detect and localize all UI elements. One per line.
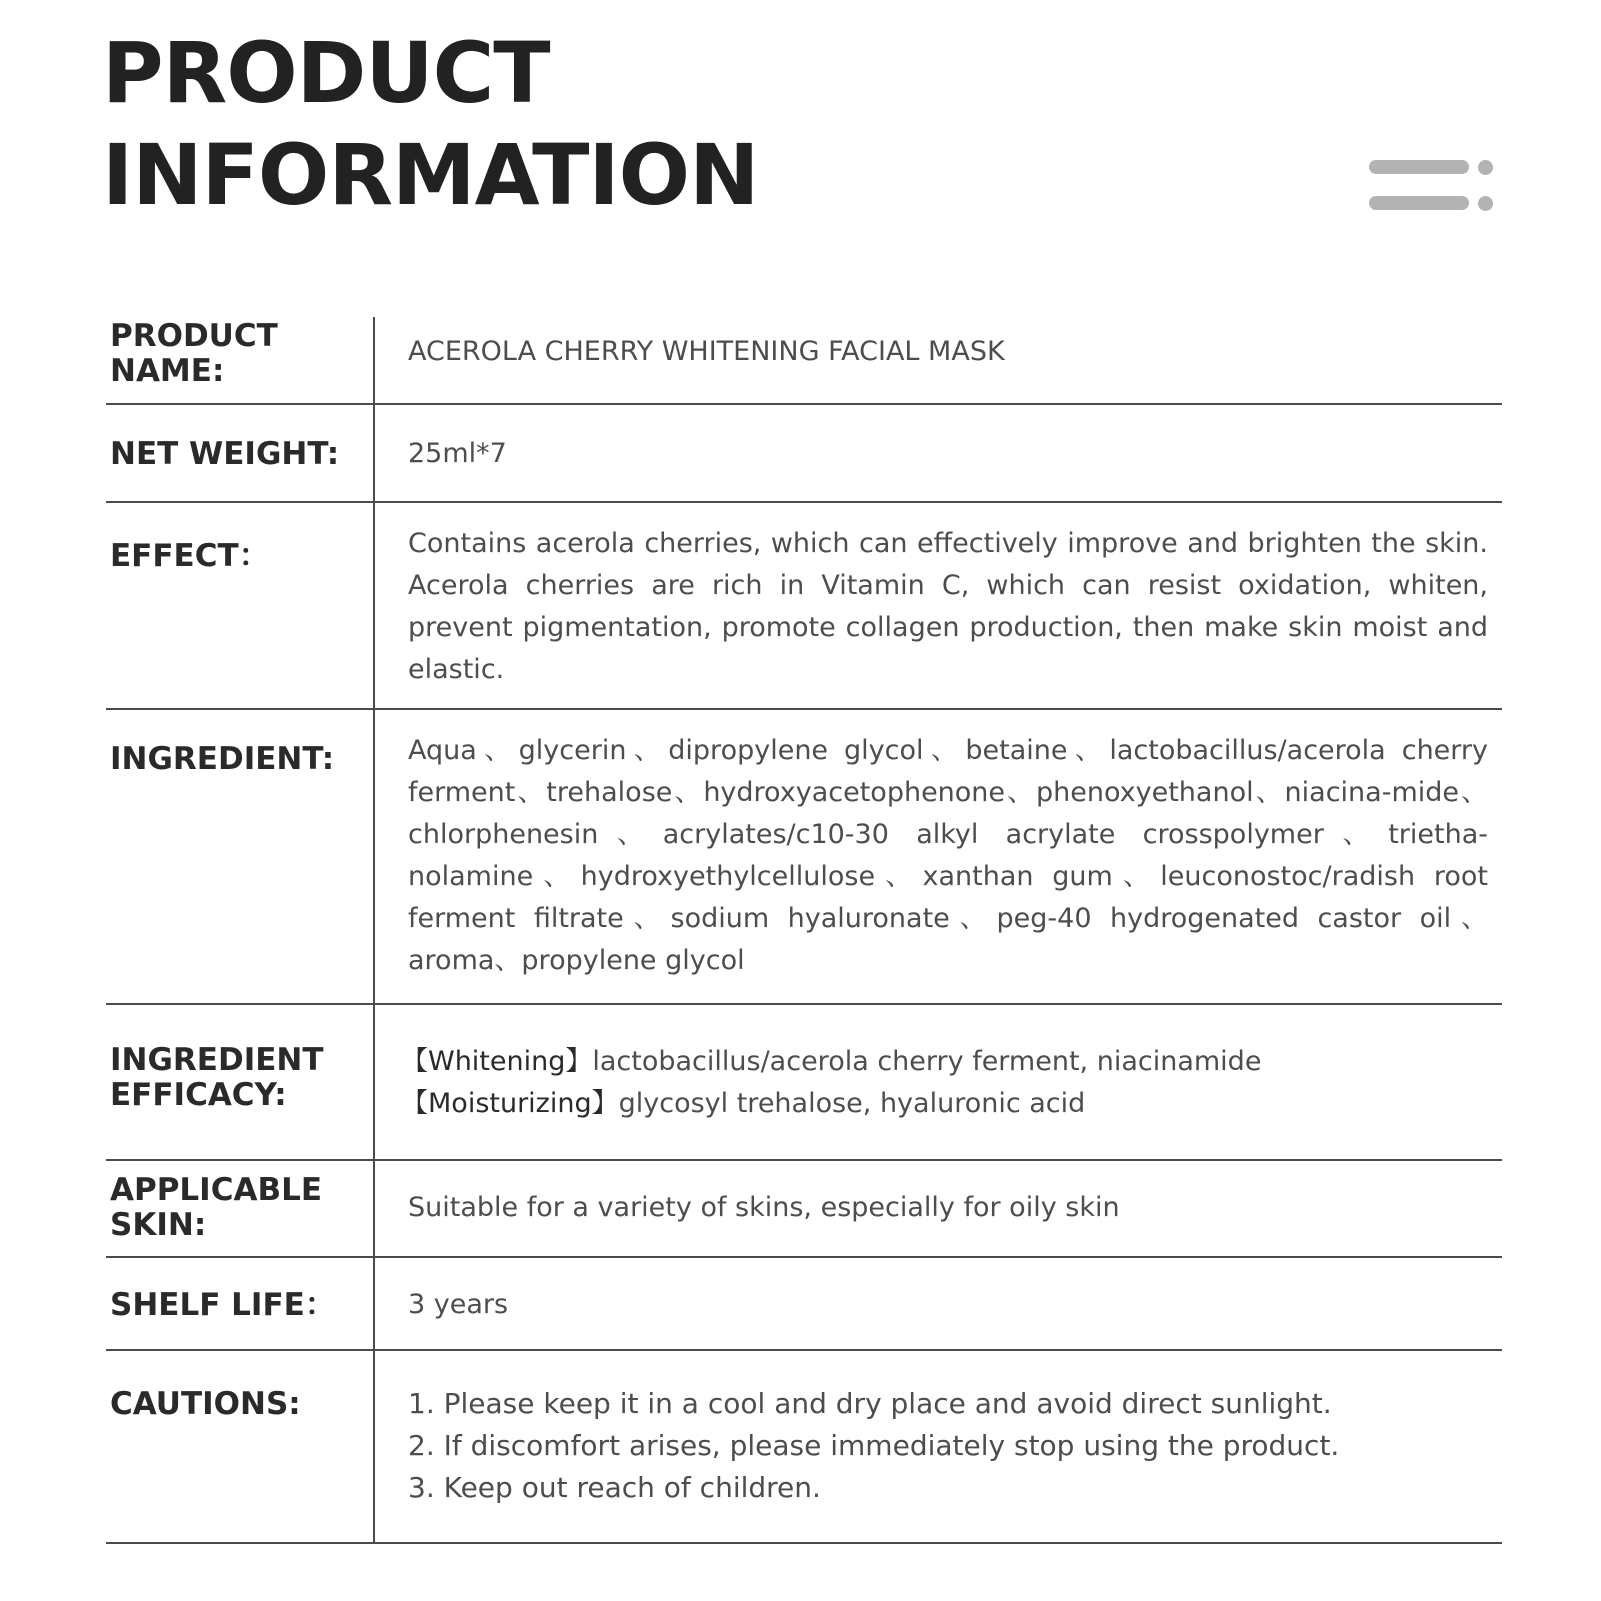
product-name-value: ACEROLA CHERRY WHITENING FACIAL MASK [408, 336, 1005, 367]
efficacy-text-whitening: lactobacillus/acerola cherry ferment, niacinamide [592, 1046, 1262, 1077]
row-applicable-skin [106, 1161, 1502, 1258]
efficacy-line-moisturizing [401, 1083, 1488, 1125]
page-title [102, 22, 758, 226]
caution-item: 3. Keep out reach of children. [408, 1471, 821, 1504]
product-name-label: PRODUCT NAME: [106, 317, 375, 403]
cautions-value [375, 1351, 1502, 1542]
row-product-name [106, 317, 1502, 405]
ingredient-efficacy-label: INGREDIENT EFFICACY: [106, 1005, 375, 1159]
page-title-line-1: PRODUCT [102, 24, 550, 122]
menu-lines-icon [1369, 160, 1493, 220]
ingredient-efficacy-value [375, 1005, 1502, 1159]
applicable-skin-value: Suitable for a variety of skins, especially for oily skin [408, 1192, 1120, 1223]
net-weight-value: 25ml*7 [408, 438, 507, 469]
row-shelf-life [106, 1258, 1502, 1351]
row-ingredient-efficacy [106, 1005, 1502, 1161]
ingredient-label: INGREDIENT: [106, 710, 375, 1003]
net-weight-label: NET WEIGHT: [106, 405, 375, 501]
caution-item: 1. Please keep it in a cool and dry place and avoid direct sunlight. [408, 1387, 1332, 1420]
row-ingredient [106, 710, 1502, 1005]
efficacy-text-moisturizing: glycosyl trehalose, hyaluronic acid [618, 1088, 1086, 1119]
effect-value: Contains acerola cherries, which can effectively improve and brighten the skin. Acerola cherries are rich in Vitamin C, which can resist oxidation, whiten, prevent pigmentation, promote collagen production, then make skin moist and elastic. [408, 528, 1488, 685]
page-title-line-2: INFORMATION [102, 126, 759, 224]
applicable-skin-label: APPLICABLE SKIN: [106, 1161, 375, 1256]
shelf-life-label: SHELF LIFE： [106, 1258, 375, 1349]
efficacy-line-whitening [401, 1041, 1488, 1083]
efficacy-tag-moisturizing: 【Moisturizing】 [401, 1088, 619, 1119]
cautions-label: CAUTIONS: [106, 1351, 375, 1542]
caution-item: 2. If discomfort arises, please immediately stop using the product. [408, 1429, 1340, 1462]
ingredient-value: Aqua、glycerin、dipropylene glycol、betaine、lactobacillus/acerola cherry ferment、trehalose、hydroxyacetophenone、phenoxyethanol、niacina-mide、chlorphenesin、acrylates/c10-30 alkyl acrylate crosspolymer、trietha-nolamine、hydroxyethylcellulose、xanthan gum、leuconostoc/radish root ferment filtrate、sodium hyaluronate、peg-40 hydrogenated castor oil、aroma、propylene glycol [408, 735, 1488, 976]
shelf-life-value: 3 years [408, 1289, 509, 1320]
row-effect [106, 503, 1502, 710]
row-net-weight [106, 405, 1502, 503]
product-info-table [106, 317, 1502, 1544]
effect-label: EFFECT： [106, 503, 375, 708]
row-cautions [106, 1351, 1502, 1544]
efficacy-tag-whitening: 【Whitening】 [401, 1046, 593, 1077]
